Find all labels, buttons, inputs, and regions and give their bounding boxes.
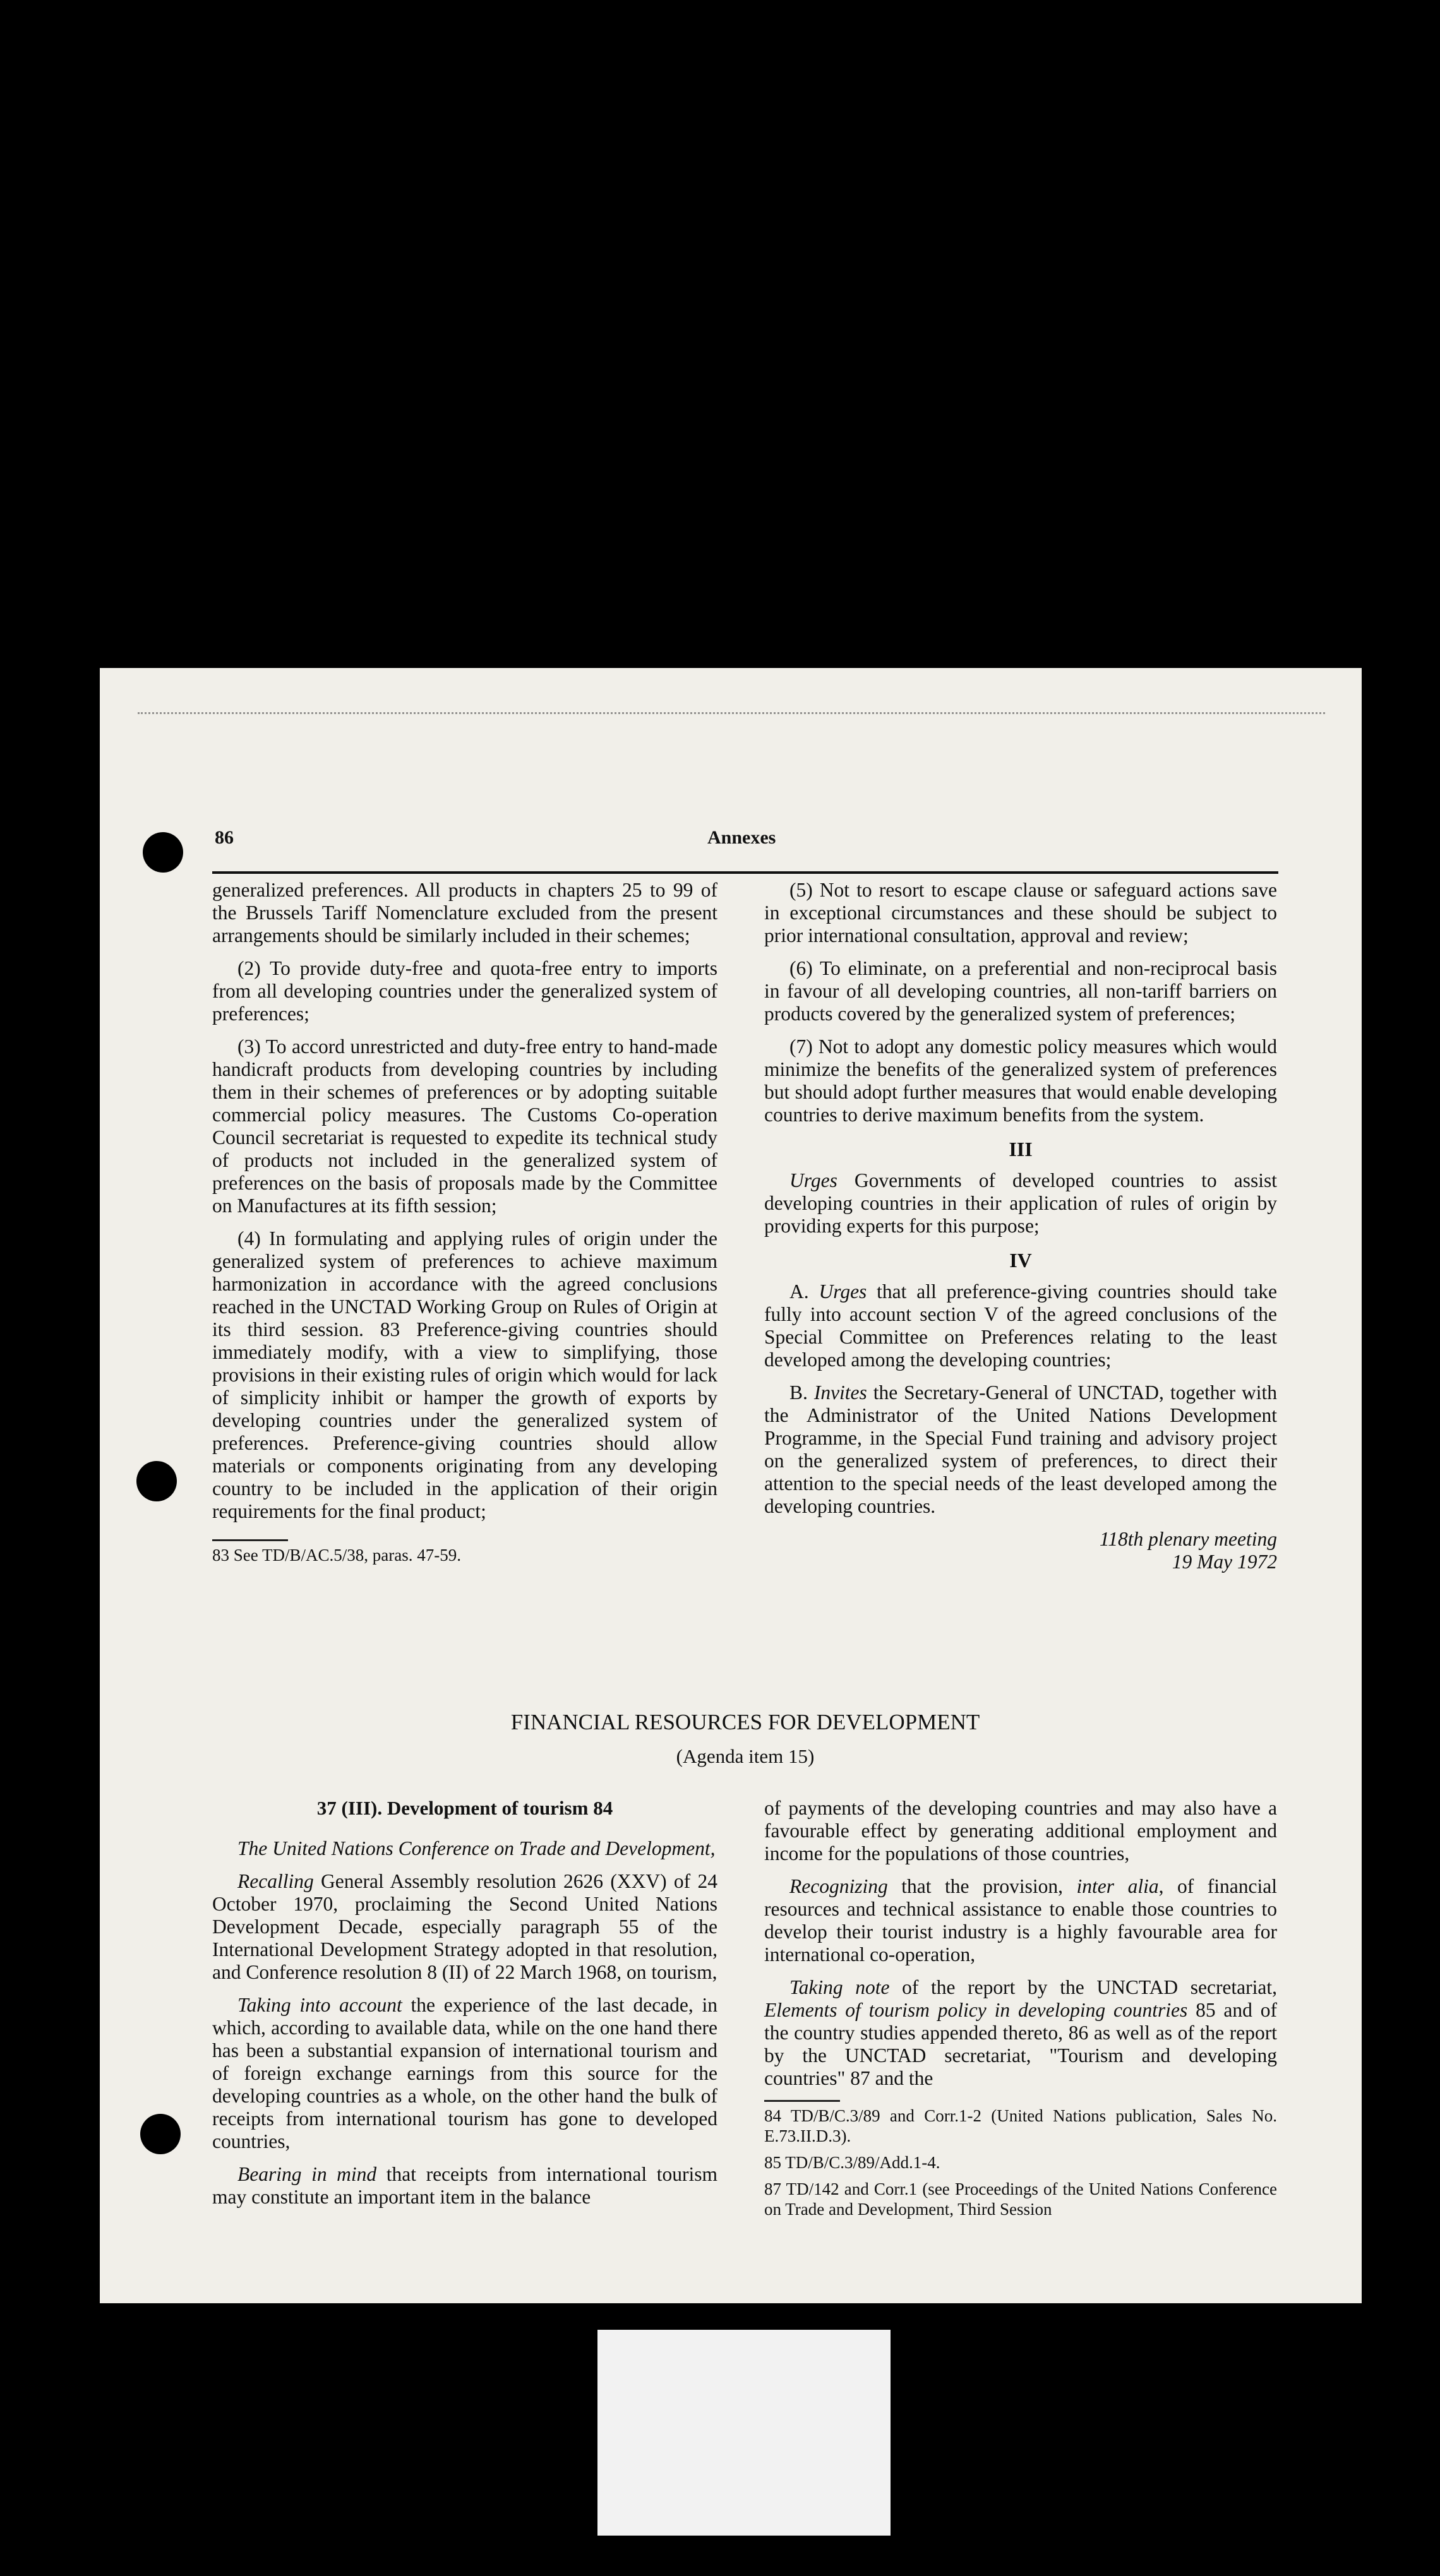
punch-hole [136,1461,177,1501]
footnote: 87 TD/142 and Corr.1 (see Proceedings of the United Nations Conference on Trade and Development, Third Session [764,2179,1277,2219]
punch-hole [140,2114,181,2154]
paragraph: (7) Not to adopt any domestic policy measures which would minimize the benefits of the generalized system of preferences but should adopt further measures that would enable developing countries to derive maximum benefits from the system. [764,1035,1277,1126]
section-title: FINANCIAL RESOURCES FOR DEVELOPMENT [510,1710,980,1734]
paragraph: (2) To provide duty-free and quota-free entry to imports from all developing countries under the generalized system of preferences; [212,957,717,1025]
page-number: 86 [215,827,234,848]
punch-hole [143,832,183,873]
paragraph: Recalling General Assembly resolution 2626 (XXV) of 24 October 1970, proclaiming the Second United Nations Development Decade, especially paragraph 55 of the International Development Strategy adopted in that resolution, and Conference resolution 8 (II) of 22 March 1968, on tourism, [212,1870,717,1983]
scan-noise [138,712,1325,717]
footnote-rule [212,1539,288,1541]
meeting-date: 19 May 1972 [1172,1551,1277,1573]
paragraph: Taking into account the experience of the last decade, in which, according to available data, while on the one hand there has been a substantial expansion of international tourism and of foreign exchange earnings from this source for the developing countries as a whole, on the other hand the bulk of receipts from international tourism has gone to developed countries, [212,1994,717,2152]
paragraph: The United Nations Conference on Trade and Development, [237,1837,716,1859]
left-column [212,879,717,1571]
section-heading: III [1009,1138,1033,1160]
footnote: 85 TD/B/C.3/89/Add.1-4. [764,2153,940,2172]
paragraph: of payments of the developing countries and may also have a favourable effect by generating additional employment and income for the populations of those countries, [764,1797,1277,1864]
running-title: Annexes [707,827,776,848]
paragraph: (3) To accord unrestricted and duty-free entry to hand-made handicraft products from developing countries by including them in their schemes of preferences or by adopting suitable commercial policy measures. The Customs Co-operation Council secretariat is requested to expedite its technical study of products not included in the generalized system of preferences on the basis of proposals made by the Committee on Manufactures at its fifth session; [212,1035,717,1217]
section-subtitle: (Agenda item 15) [676,1745,815,1767]
paper-tab [597,2330,891,2536]
footnote: 83 See TD/B/AC.5/38, paras. 47-59. [212,1546,461,1565]
header-rule [212,871,1278,874]
paragraph: Urges Governments of developed countries to assist developing countries in their application of rules of origin by providing experts for this purpose; [764,1169,1277,1237]
lower-right-column [764,1797,1277,2226]
paragraph: Taking note of the report by the UNCTAD secretariat, Elements of tourism policy in developing countries 85 and of the country studies appended thereto, 86 as well as of the report by the UNCTAD secretariat, "Tourism and developing countries" 87 and the [764,1976,1277,2089]
paragraph: (4) In formulating and applying rules of origin under the generalized system of preferences to achieve maximum harmonization in accordance with the agreed conclusions reached in the UNCTAD Working Group on Rules of Origin at its third session. 83 Preference-giving countries should immediately modify, with a view to simplifying, those provisions in their existing rules of origin which would for lack of simplicity inhibit or hamper the growth of exports by developing countries under the generalized system of preferences. Preference-giving countries should allow materials or components originating from any developing country to be included in the application of their origin requirements for the final product; [212,1227,717,1522]
paragraph: (5) Not to resort to escape clause or safeguard actions save in exceptional circumstances and these should be subject to prior international consultation, approval and review; [764,879,1277,946]
paragraph: A. Urges that all preference-giving countries should take fully into account section V of the agreed conclusions of the Special Committee on Preferences relating to the least developed among the developing countries; [764,1280,1277,1371]
resolution-heading: 37 (III). Development of tourism 84 [316,1797,613,1819]
meeting-label: 118th plenary meeting [1099,1528,1277,1550]
section-heading: IV [1009,1249,1032,1272]
paragraph: generalized preferences. All products in chapters 25 to 99 of the Brussels Tariff Nomenclature excluded from the present arrangements should be similarly included in their schemes; [212,879,717,946]
paragraph: B. Invites the Secretary-General of UNCTAD, together with the Administrator of the United Nations Development Programme, in the Special Fund training and advisory project on the generalized system of preferences, to direct their attention to the special needs of the least developed among the developing countries. [764,1381,1277,1517]
footnote-rule [764,2100,840,2102]
scanned-page [100,668,1362,2303]
right-column [764,879,1277,1573]
paragraph: Bearing in mind that receipts from international tourism may constitute an important item in the balance [212,2163,717,2208]
footnote: 84 TD/B/C.3/89 and Corr.1-2 (United Nations publication, Sales No. E.73.II.D.3). [764,2106,1277,2145]
paragraph: Recognizing that the provision, inter alia, of financial resources and technical assistance to enable those countries to develop their tourist industry is a highly favourable area for international co-operation, [764,1875,1277,1965]
lower-left-column [212,1797,717,2219]
paragraph: (6) To eliminate, on a preferential and non-reciprocal basis in favour of all developing countries, all non-tariff barriers on products covered by the generalized system of preferences; [764,957,1277,1025]
